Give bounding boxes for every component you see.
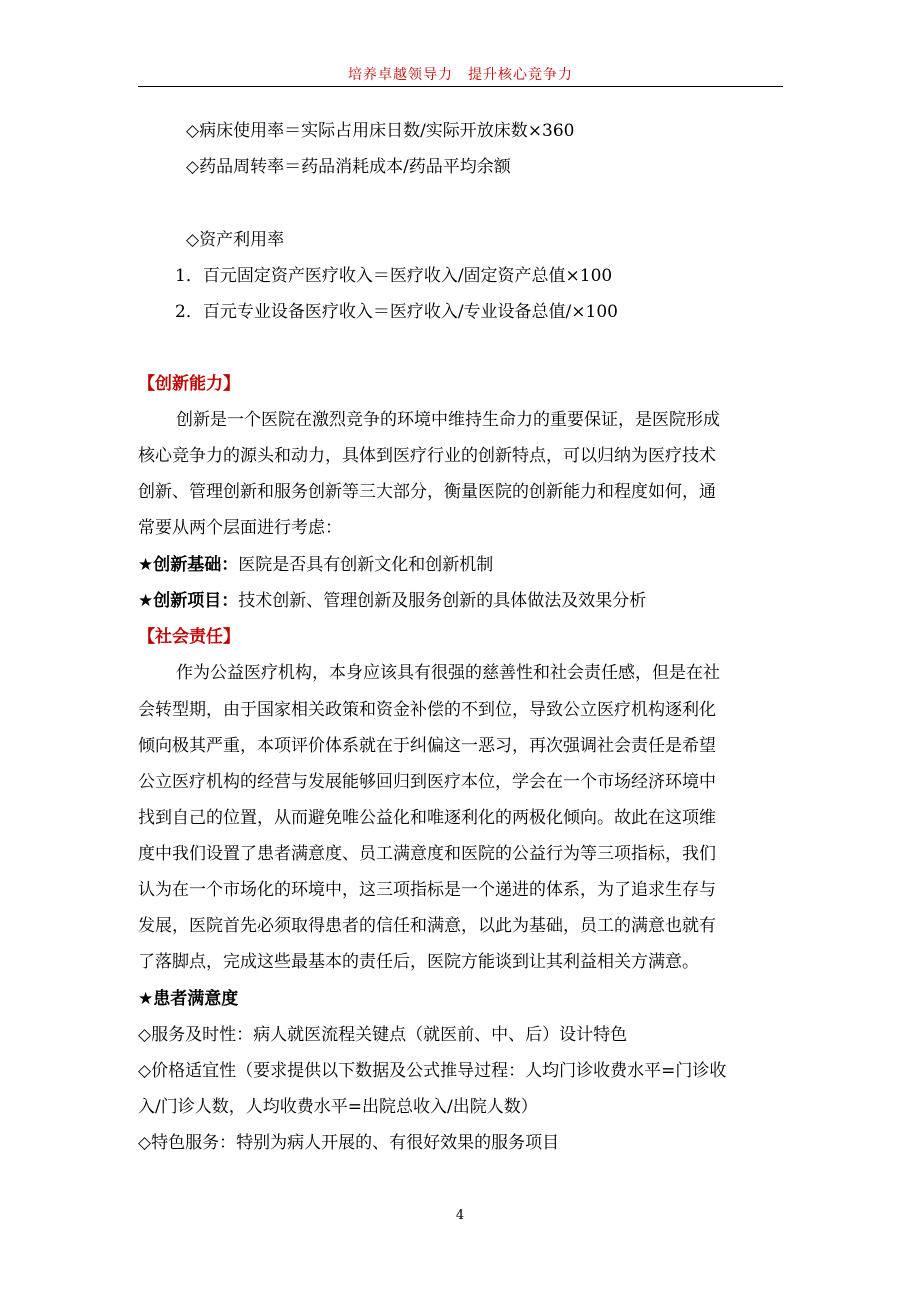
innovation-project-label: ★创新项目：: [138, 591, 239, 611]
innovation-basis-text: 医院是否具有创新文化和创新机制: [238, 555, 494, 575]
header-rule: [138, 86, 783, 87]
innovation-basis-label: ★创新基础：: [138, 555, 239, 575]
innovation-project-text: 技术创新、管理创新及服务创新的具体做法及效果分析: [238, 591, 647, 611]
page-number: 4: [455, 1208, 465, 1223]
innovation-project-item: [138, 591, 646, 611]
social-paragraph-line: 了落脚点，完成这些最基本的责任后，医院方能谈到让其利益相关方满意。: [138, 952, 699, 972]
innovation-section-title: 【创新能力】: [138, 374, 240, 394]
formula-bed-usage: ◇病床使用率＝实际占用床日数/实际开放床数×360: [186, 121, 575, 141]
page-header: 培养卓越领导力 提升核心竞争力: [348, 67, 573, 83]
innovation-paragraph-line: 创新是一个医院在激烈竞争的环境中维持生命力的重要保证，是医院形成: [176, 410, 720, 430]
social-paragraph-line: 倾向极其严重，本项评价体系就在于纠偏这一恶习，再次强调社会责任是希望: [138, 736, 716, 756]
innovation-paragraph-line: 常要从两个层面进行考虑：: [138, 518, 342, 538]
innovation-paragraph-line: 创新、管理创新和服务创新等三大部分，衡量医院的创新能力和程度如何，通: [138, 482, 716, 502]
patient-item-timeliness: ◇服务及时性：病人就医流程关键点（就医前、中、后）设计特色: [138, 1025, 628, 1045]
social-paragraph-line: 作为公益医疗机构，本身应该具有很强的慈善性和社会责任感，但是在社: [176, 663, 720, 683]
formula-drug-turnover: ◇药品周转率＝药品消耗成本/药品平均余额: [186, 157, 511, 177]
patient-item-pricing: ◇价格适宜性（要求提供以下数据及公式推导过程：人均门诊收费水平=门诊收: [138, 1061, 727, 1081]
asset-utilization-heading: ◇资产利用率: [186, 230, 285, 250]
patient-satisfaction-heading: ★患者满意度: [138, 989, 239, 1009]
social-paragraph-line: 度中我们设置了患者满意度、员工满意度和医院的公益行为等三项指标，我们: [138, 844, 716, 864]
social-paragraph-line: 认为在一个市场化的环境中，这三项指标是一个递进的体系，为了追求生存与: [138, 880, 716, 900]
formula-fixed-assets: 1．百元固定资产医疗收入＝医疗收入/固定资产总值×100: [175, 266, 613, 286]
innovation-paragraph-line: 核心竞争力的源头和动力，具体到医疗行业的创新特点，可以归纳为医疗技术: [138, 446, 716, 466]
innovation-basis-item: [138, 555, 493, 575]
patient-item-pricing-cont: 入/门诊人数，人均收费水平=出院总收入/出院人数）: [138, 1097, 538, 1117]
social-paragraph-line: 找到自己的位置，从而避免唯公益化和唯逐利化的两极化倾向。故此在这项维: [138, 808, 716, 828]
social-paragraph-line: 公立医疗机构的经营与发展能够回归到医疗本位，学会在一个市场经济环境中: [138, 772, 716, 792]
formula-equipment: 2．百元专业设备医疗收入＝医疗收入/专业设备总值/×100: [175, 302, 618, 322]
patient-item-special-service: ◇特色服务：特别为病人开展的、有很好效果的服务项目: [138, 1133, 560, 1153]
social-paragraph-line: 会转型期，由于国家相关政策和资金补偿的不到位，导致公立医疗机构逐利化: [138, 700, 716, 720]
social-paragraph-line: 发展，医院首先必须取得患者的信任和满意，以此为基础，员工的满意也就有: [138, 916, 716, 936]
social-section-title: 【社会责任】: [138, 627, 240, 647]
